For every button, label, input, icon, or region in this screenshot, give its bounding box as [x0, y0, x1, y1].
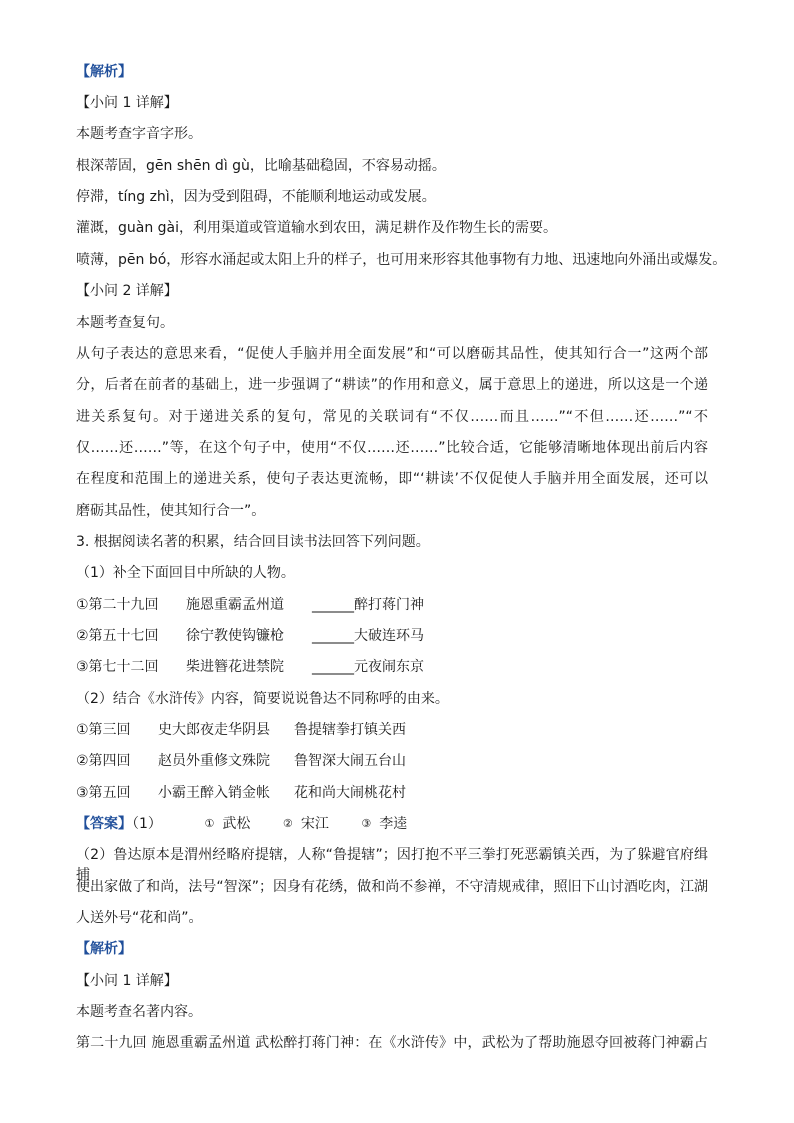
chapter-row — [76, 595, 424, 615]
word-explanation: 停滞，tíng zhì，因为受到阻碍，不能顺利地运动或发展。 — [76, 189, 436, 205]
fill-blank: ______ — [312, 597, 354, 613]
chapter-title-b: 鲁提辖拳打镇关西 — [294, 722, 406, 738]
paragraph-line: 进关系复句。对于递进关系的复句，常见的关联词有“不仅……而且……”“不但……还……”“不 — [76, 409, 708, 425]
chapter-title-a: 徐宁教使钩镰枪 — [186, 628, 284, 644]
answer-number: ① — [204, 817, 215, 830]
word-explanation: 喷薄，pēn bó，形容水涌起或太阳上升的样子，也可用来形容其他事物有力地、迅速地向外涌出或爆发。 — [76, 252, 727, 268]
answer-label: 【答案】 — [76, 816, 132, 832]
fill-blank: ______ — [312, 659, 354, 675]
answer-line — [76, 814, 433, 834]
fill-blank: ______ — [312, 628, 354, 644]
chapter-row — [76, 783, 406, 803]
chapter-title-b: 花和尚大闹桃花村 — [294, 785, 406, 801]
question-3-stem: 3. 根据阅读名著的积累，结合回目读书法回答下列问题。 — [76, 534, 430, 550]
chapter-title-b: 醉打蒋门神 — [354, 597, 424, 613]
chapter-title-a: 施恩重霸孟州道 — [186, 597, 284, 613]
answer-option — [202, 814, 250, 834]
analysis-label: 【解析】 — [76, 941, 132, 957]
chapter-number: ②第五十七回 — [76, 628, 159, 644]
chapter-title-a: 小霸王醉入销金帐 — [158, 785, 270, 801]
chapter-row — [76, 626, 424, 646]
chapter-number: ③第七十二回 — [76, 659, 159, 675]
chapter-title-b: 元夜闹东京 — [354, 659, 424, 675]
subquestion-1-intro: 本题考查名著内容。 — [76, 1004, 202, 1020]
answer-text: 武松 — [222, 816, 251, 832]
analysis-label: 【解析】 — [76, 64, 132, 80]
answer-option — [359, 814, 407, 834]
chapter-number: ①第三回 — [76, 722, 131, 738]
answer-number: ③ — [361, 817, 372, 830]
chapter-row — [76, 720, 406, 740]
paragraph-line: 从句子表达的意思来看，“促使人手脑并用全面发展”和“可以磨砺其品性，使其知行合一”这两个部 — [76, 346, 708, 362]
subquestion-1-title: 【小问 1 详解】 — [76, 973, 178, 989]
chapter-title-a: 赵员外重修文殊院 — [158, 753, 270, 769]
chapter-title-a: 柴进簪花进禁院 — [186, 659, 284, 675]
answer-number: ② — [282, 817, 293, 830]
paragraph-line: 第二十九回 施恩重霸孟州道 武松醉打蒋门神：在《水浒传》中，武松为了帮助施恩夺回被蒋门神霸占 — [76, 1035, 708, 1051]
answer-text: 李逵 — [379, 816, 408, 832]
word-explanation: 灌溉，guàn gài，利用渠道或管道输水到农田，满足耕作及作物生长的需要。 — [76, 220, 558, 236]
word-explanation: 根深蒂固，gēn shēn dì gù，比喻基础稳固，不容易动摇。 — [76, 158, 446, 174]
answer-paragraph-line: 人送外号“花和尚”。 — [76, 910, 203, 926]
chapter-title-b: 鲁智深大闹五台山 — [294, 753, 406, 769]
answer-text: 宋江 — [300, 816, 329, 832]
chapter-number: ①第二十九回 — [76, 597, 159, 613]
chapter-title-a: 史大郎夜走华阴县 — [158, 722, 270, 738]
paragraph-line: 仅……还……”等，在这个句子中，使用“不仅……还……”比较合适，它能够清晰地体现出前后内容 — [76, 440, 708, 456]
answer-paragraph-line: （2）鲁达原本是渭州经略府提辖，人称“鲁提辖”；因打抱不平三拳打死恶霸镇关西，为了躲避官府缉捕 — [76, 847, 708, 883]
subquestion-1-title: 【小问 1 详解】 — [76, 95, 178, 111]
chapter-row — [76, 751, 406, 771]
question-3-part-2: （2）结合《水浒传》内容，简要说说鲁达不同称呼的由来。 — [76, 691, 449, 707]
chapter-row — [76, 657, 424, 677]
answer-paragraph-line: 便出家做了和尚，法号“智深”；因身有花绣，做和尚不参禅，不守清规戒律，照旧下山讨酒吃肉，江湖 — [76, 879, 708, 895]
chapter-number: ③第五回 — [76, 785, 131, 801]
paragraph-line: 磨砺其品性，使其知行合一”。 — [76, 503, 266, 519]
paragraph-line: 分，后者在前者的基础上，进一步强调了“耕读”的作用和意义，属于意思上的递进，所以这是一个递 — [76, 377, 708, 393]
chapter-number: ②第四回 — [76, 753, 131, 769]
paragraph-line: 在程度和范围上的递进关系，使句子表达更流畅，即“‘耕读’不仅促使人手脑并用全面发展，还可以 — [76, 471, 708, 487]
subquestion-2-intro: 本题考查复句。 — [76, 315, 174, 331]
question-3-part-1: （1）补全下面回目中所缺的人物。 — [76, 565, 295, 581]
subquestion-1-intro: 本题考查字音字形。 — [76, 126, 202, 142]
chapter-title-b: 大破连环马 — [354, 628, 424, 644]
subquestion-2-title: 【小问 2 详解】 — [76, 283, 178, 299]
answer-option — [281, 814, 329, 834]
answer-part-number: （1） — [132, 816, 162, 832]
